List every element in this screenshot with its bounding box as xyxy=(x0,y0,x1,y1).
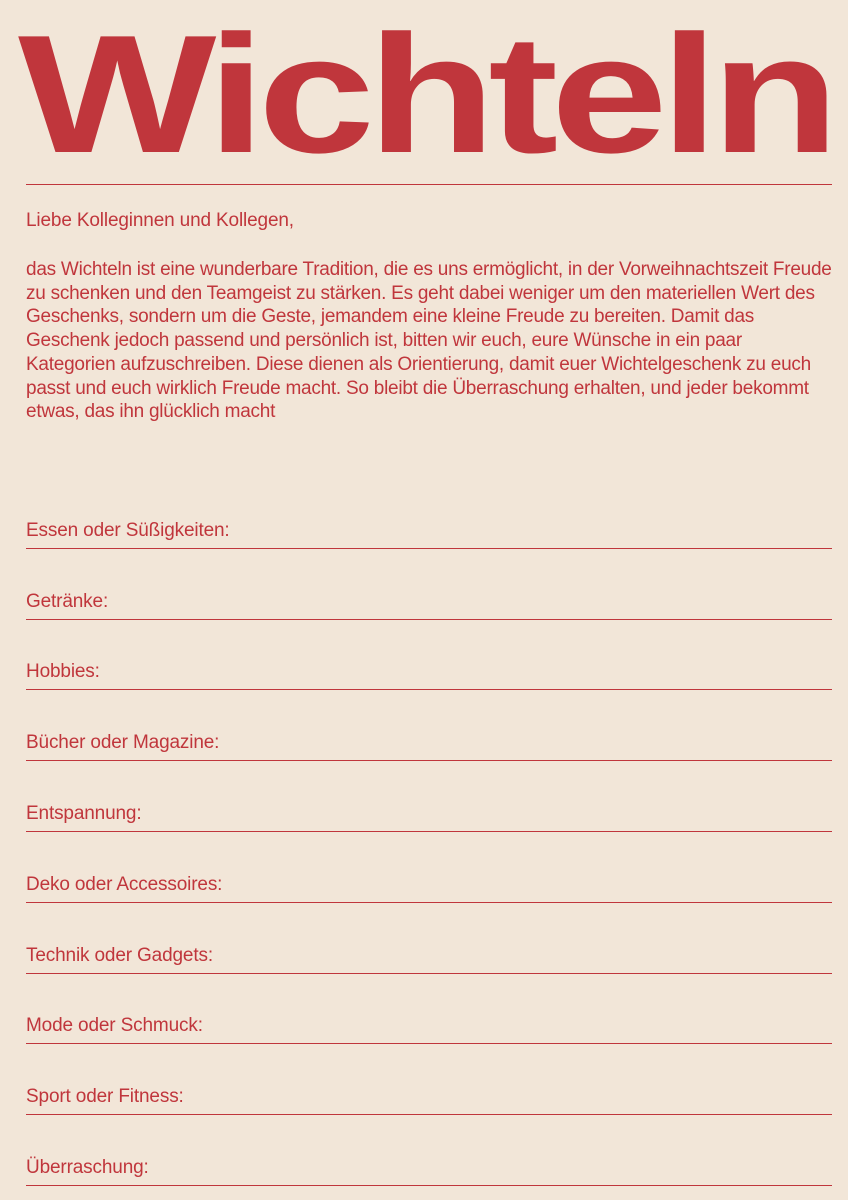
wish-field-books[interactable] xyxy=(26,690,832,761)
field-label: Sport oder Fitness: xyxy=(26,1086,184,1108)
wish-list-form xyxy=(26,478,832,1186)
field-label: Getränke: xyxy=(26,590,109,612)
title-text: Wichteln xyxy=(18,28,832,160)
wish-field-relaxation[interactable] xyxy=(26,761,832,832)
wish-field-decor[interactable] xyxy=(26,832,832,903)
field-label: Überraschung: xyxy=(26,1156,149,1178)
field-label: Essen oder Süßigkeiten: xyxy=(26,519,230,541)
field-label: Hobbies: xyxy=(26,661,100,683)
title-wordmark xyxy=(18,28,832,160)
letter-body: das Wichteln ist eine wunderbare Tradition, die es uns ermöglicht, in der Vorweihnachtszeit Freude zu schenken und den Teamgeist zu stärken. Es geht dabei weniger um den materiellen Wert des Geschenks, sondern um die Geste, jemandem eine kleine Freude zu bereiten. Damit das Geschenk jedoch passend und persönlich ist, bitten wir euch, eure Wünsche in ein paar Kategorien aufzuschreiben. Diese dienen als Orientierung, damit euer Wichtelgeschenk zu euch passt und euch wirklich Freude macht. So bleibt die Überraschung erhalten, und jeder bekommt etwas, das ihn glücklich macht xyxy=(26,259,832,423)
field-label: Technik oder Gadgets: xyxy=(26,944,213,966)
field-label: Bücher oder Magazine: xyxy=(26,732,220,754)
page-title xyxy=(18,28,832,160)
field-write-line xyxy=(26,1185,832,1186)
wish-field-tech[interactable] xyxy=(26,903,832,974)
letter-greeting: Liebe Kolleginnen und Kollegen, xyxy=(26,210,294,231)
wish-field-food[interactable] xyxy=(26,478,832,549)
wish-field-surprise[interactable] xyxy=(26,1115,832,1186)
field-label: Deko oder Accessoires: xyxy=(26,873,223,895)
wish-field-drinks[interactable] xyxy=(26,549,832,620)
wish-field-hobbies[interactable] xyxy=(26,620,832,691)
field-label: Mode oder Schmuck: xyxy=(26,1015,203,1037)
wish-field-sport[interactable] xyxy=(26,1044,832,1115)
field-label: Entspannung: xyxy=(26,802,142,824)
wish-field-fashion[interactable] xyxy=(26,974,832,1045)
title-divider xyxy=(26,184,832,185)
